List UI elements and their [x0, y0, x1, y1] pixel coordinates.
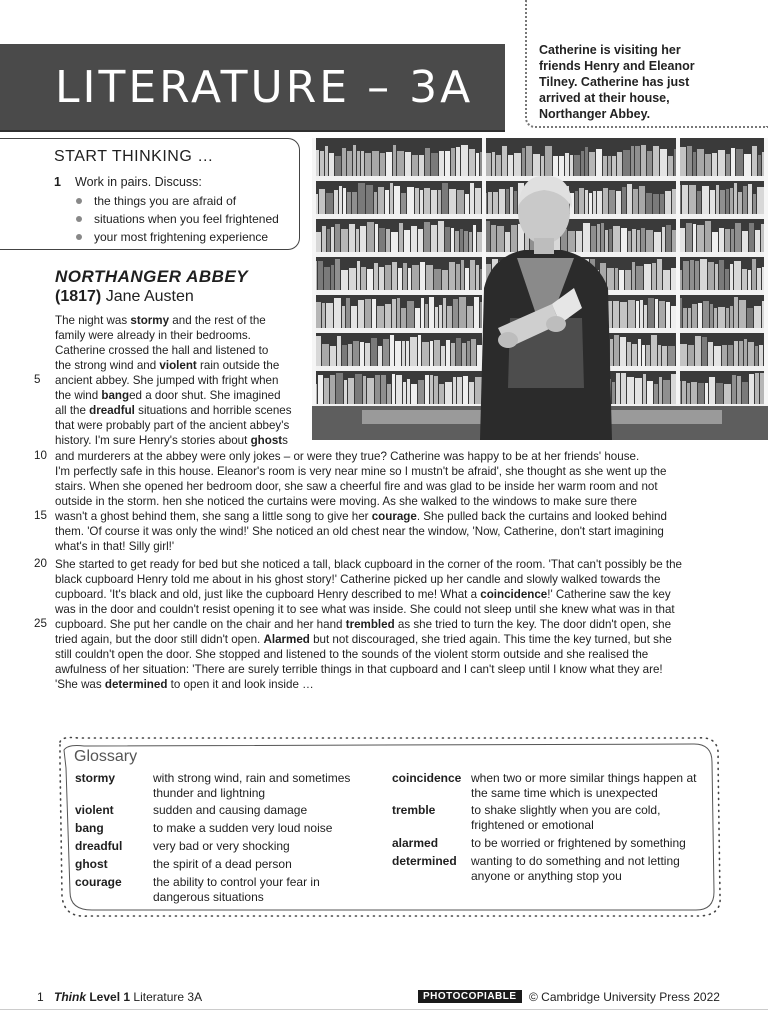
story-segment: awfulness of her situation: 'There are surely terrible things in that cupboard and I can't sleep until I know what they are!: [55, 663, 663, 676]
discussion-list: [74, 192, 279, 246]
glossary-word: Alarmed: [263, 633, 310, 646]
story-line: [55, 358, 279, 373]
glossary-word: coincidence: [480, 588, 548, 601]
glossary-term: bang: [75, 821, 104, 835]
glossary-definition: to make a sudden very loud noise: [153, 821, 333, 835]
story-segment: black cupboard Henry told me about in his ghost story!' Catherine picked up her candle and slowly walked towards the: [55, 573, 661, 586]
story-segment: them. 'Of course it was only the wind!' She noticed an old chest near the window, 'Now, Catherine, don't start imagining: [55, 525, 664, 538]
glossary-definition: the spirit of a dead person: [153, 857, 292, 871]
glossary-term: tremble: [392, 803, 436, 817]
glossary-title: Glossary: [74, 748, 138, 765]
glossary-word: determined: [104, 678, 168, 691]
glossary-term: coincidence: [392, 771, 462, 785]
story-line: [55, 464, 666, 479]
footer-series: [54, 990, 202, 1004]
story-line: [55, 587, 671, 602]
story-line: [55, 524, 664, 539]
glossary-definition: to shake slightly when you are cold, frightened or emotional: [471, 803, 661, 832]
story-line: [55, 617, 671, 632]
glossary-term: courage: [75, 875, 122, 889]
story-line: [55, 572, 660, 587]
glossary-word: violent: [159, 359, 197, 372]
story-segment: rain outside the: [196, 359, 280, 372]
story-segment: I'm perfectly safe in this house. Eleanor's room is very near mine so I mustn't be afraid', she thought as she went up the: [55, 465, 667, 478]
start-thinking-heading: START THINKING …: [54, 148, 214, 165]
story-line: [55, 313, 266, 328]
photocopiable-badge: PHOTOCOPIABLE: [418, 990, 522, 1003]
story-line: [55, 388, 281, 403]
story-line: [55, 343, 268, 358]
task-instruction: Work in pairs. Discuss:: [75, 175, 202, 189]
story-line: [55, 403, 292, 418]
story-segment: what's in that! Silly girl!': [55, 540, 175, 553]
story-segment: was in the door and couldn't resist opening it to see what was inside. She could not sleep until she knew what was in that: [55, 603, 675, 616]
story-segment: cupboard. 'It's black and old, just like the cupboard Henry described to me! What a: [55, 588, 481, 601]
story-line: [55, 328, 251, 343]
story-segment: tried again, but the door still didn't open.: [55, 633, 264, 646]
discussion-item: the things you are afraid of: [74, 192, 279, 210]
glossary-term: determined: [392, 854, 457, 868]
glossary-definition: with strong wind, rain and sometimes thunder and lightning: [153, 771, 351, 800]
story-segment: stairs. When she opened her bedroom door, she saw a cheerful fire and was glad to be inside her warm room and not: [55, 480, 658, 493]
story-segment: but not discouraged, she tried again. This time the key turned, but she: [309, 633, 672, 646]
story-segment: outside in the storm. hen she noticed the curtains were moving. As she walked to the windows to make sure there: [55, 495, 637, 508]
story-segment: The night was: [55, 314, 131, 327]
story-segment: to open it and look inside …: [167, 678, 314, 691]
story-segment: and the rest of the: [169, 314, 266, 327]
intro-text: Catherine is visiting her friends Henry and Eleanor Tilney. Catherine has just arrived at their house, Northanger Abbey.: [539, 43, 695, 121]
story-segment: . She pulled back the curtains and looked behind: [416, 510, 667, 523]
glossary-term: stormy: [75, 771, 116, 785]
story-segment: She started to get ready for bed but she noticed a tall, black cupboard in the corner of the room. 'That can't possibly be the: [55, 558, 682, 571]
line-number: 15: [34, 509, 47, 522]
book-author: Jane Austen: [105, 288, 194, 305]
line-number: 25: [34, 617, 47, 630]
story-line: [55, 677, 314, 692]
title-banner: [0, 44, 505, 130]
copyright: © Cambridge University Press 2022: [529, 990, 720, 1004]
story-line: [55, 509, 667, 524]
footer-rule: [0, 1009, 768, 1010]
story-line: [55, 602, 675, 617]
story-segment: the wind: [55, 389, 102, 402]
glossary-term: violent: [75, 803, 114, 817]
glossary-word: bang: [101, 389, 130, 402]
series-name: Think: [54, 990, 86, 1004]
series-section: Literature 3A: [133, 990, 203, 1004]
page-title: LITERATURE – 3A: [55, 62, 474, 113]
story-line: [55, 557, 682, 572]
story-line: [55, 647, 648, 662]
story-segment: ed a door shut. She imagined: [129, 389, 281, 402]
glossary-definition: when two or more similar things happen at the same time which is unexpected: [471, 771, 697, 800]
start-thinking-box: [0, 138, 300, 250]
line-number: 20: [34, 557, 47, 570]
story-segment: and murderers at the abbey were only jokes – or were they true? Catherine was happy to be at her friends' house.: [55, 450, 640, 463]
story-segment: still couldn't open the door. She stopped and listened to the sounds of the violent storm outside and she realised the: [55, 648, 649, 661]
story-segment: ancient abbey. She jumped with fright when: [55, 374, 279, 387]
glossary-term: dreadful: [75, 839, 123, 853]
story-segment: !' Catherine saw the key: [547, 588, 671, 601]
glossary-word: dreadful: [89, 404, 135, 417]
task-number: 1: [54, 175, 61, 189]
line-number: 10: [34, 449, 47, 462]
glossary-word: courage: [371, 510, 417, 523]
book-year-author: [55, 288, 194, 306]
story-line: [55, 494, 637, 509]
glossary-definition: wanting to do something and not letting anyone or anything stop you: [471, 854, 680, 883]
story-segment: all the: [55, 404, 90, 417]
story-segment: Catherine crossed the hall and listened to: [55, 344, 269, 357]
discussion-item: situations when you feel frightened: [74, 210, 279, 228]
story-segment: situations and horrible scenes: [134, 404, 292, 417]
story-line: [55, 632, 672, 647]
story-segment: cupboard. She put her candle on the chair and her hand: [55, 618, 346, 631]
story-line: [55, 449, 639, 464]
discussion-item: your most frightening experience: [74, 228, 279, 246]
glossary-word: trembled: [345, 618, 395, 631]
series-level: Level 1: [89, 990, 131, 1004]
story-line: [55, 373, 278, 388]
page-number: 1: [37, 990, 44, 1004]
story-line: [55, 479, 658, 494]
story-segment: the strong wind and: [55, 359, 160, 372]
line-number: 5: [34, 373, 41, 386]
story-segment: s: [282, 434, 288, 447]
story-segment: that were probably part of the ancient abbey's: [55, 419, 290, 432]
glossary-word: ghost: [250, 434, 283, 447]
book-year: (1817): [55, 288, 102, 305]
story-segment: family were already in their bedrooms.: [55, 329, 251, 342]
story-line: [55, 662, 663, 677]
story-line: [55, 539, 174, 554]
story-segment: wasn't a ghost behind them, she sang a little song to give her: [55, 510, 372, 523]
glossary-definition: very bad or very shocking: [153, 839, 290, 853]
glossary-definition: sudden and causing damage: [153, 803, 308, 817]
glossary-term: alarmed: [392, 836, 439, 850]
glossary-word: stormy: [130, 314, 170, 327]
story-segment: as she tried to turn the key. The door didn't open, she: [394, 618, 672, 631]
story-line: [55, 433, 288, 448]
story-segment: history. I'm sure Henry's stories about: [55, 434, 251, 447]
story-line: [55, 418, 289, 433]
story-segment: 'She was: [55, 678, 105, 691]
glossary-definition: the ability to control your fear in dangerous situations: [153, 875, 320, 904]
intro-box: [525, 0, 768, 128]
glossary-definition: to be worried or frightened by something: [471, 836, 686, 850]
glossary-term: ghost: [75, 857, 108, 871]
bookshelf-photo: [312, 138, 768, 440]
book-title: NORTHANGER ABBEY: [55, 267, 249, 286]
